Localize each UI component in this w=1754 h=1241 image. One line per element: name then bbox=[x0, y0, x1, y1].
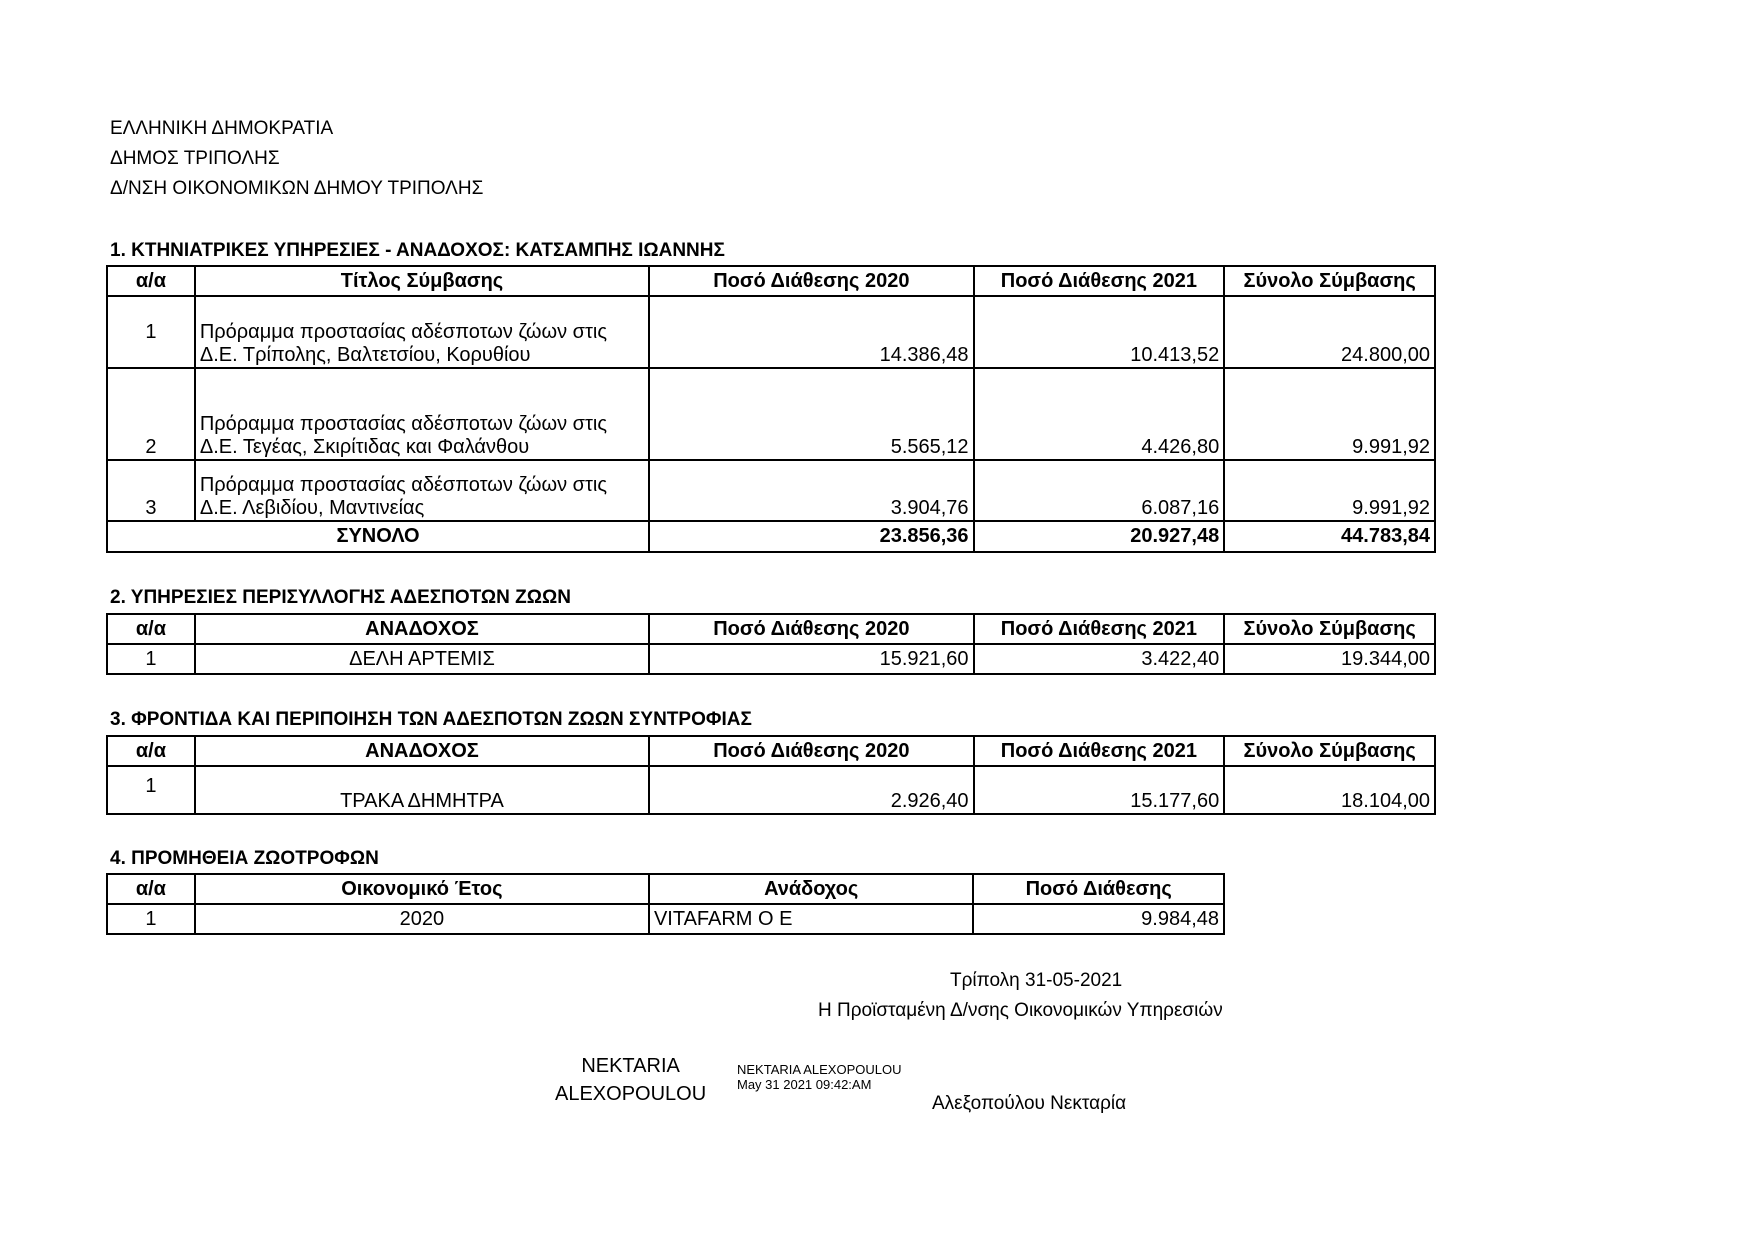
contract-title bbox=[195, 460, 649, 521]
col-header: Ποσό Διάθεσης 2021 bbox=[974, 736, 1225, 766]
digital-signature bbox=[555, 1052, 706, 1108]
total-sum: 44.783,84 bbox=[1224, 521, 1435, 552]
col-header: Οικονομικό Έτος bbox=[195, 874, 649, 904]
total-row bbox=[107, 521, 1435, 552]
col-header: Σύνολο Σύμβασης bbox=[1224, 266, 1435, 296]
contractor: ΤΡΑΚΑ ΔΗΜΗΤΡΑ bbox=[195, 766, 649, 814]
place-date: Τρίπολη 31-05-2021 bbox=[950, 970, 1123, 991]
table-row bbox=[107, 766, 1435, 814]
col-header: Ποσό Διάθεσης 2020 bbox=[649, 736, 973, 766]
table-row bbox=[107, 368, 1435, 460]
col-header: Ανάδοχος bbox=[649, 874, 973, 904]
contract-total: 19.344,00 bbox=[1224, 644, 1435, 674]
contract-title-line: Πρόραμμα προστασίας αδέσποτων ζώων στις bbox=[199, 321, 607, 343]
fiscal-year: 2020 bbox=[195, 904, 649, 934]
table-header-row bbox=[107, 736, 1435, 766]
col-header: Σύνολο Σύμβασης bbox=[1224, 614, 1435, 644]
contract-total: 9.991,92 bbox=[1224, 368, 1435, 460]
section1-title: 1. ΚΤΗΝΙΑΤΡΙΚΕΣ ΥΠΗΡΕΣΙΕΣ - ΑΝΑΔΟΧΟΣ: ΚΑΤΣΑΜΠΗΣ ΙΩΑΝΝΗΣ bbox=[110, 240, 725, 261]
col-header: α/α bbox=[107, 266, 195, 296]
signature-name-line: NEKTARIA bbox=[581, 1055, 680, 1077]
total-label: ΣΥΝΟΛΟ bbox=[107, 521, 649, 552]
col-header: Ποσό Διάθεσης 2020 bbox=[649, 266, 973, 296]
signature-details bbox=[737, 1062, 901, 1092]
signatory-role: Η Προϊσταμένη Δ/νσης Οικονομικών Υπηρεσιών bbox=[818, 1000, 1223, 1021]
amount-2020: 5.565,12 bbox=[649, 368, 973, 460]
contract-title-line: Πρόραμμα προστασίας αδέσποτων ζώων στις bbox=[199, 474, 607, 496]
contract-title-line: Δ.Ε. Τρίπολης, Βαλτετσίου, Κορυθίου bbox=[199, 344, 531, 366]
col-header: ΑΝΑΔΟΧΟΣ bbox=[195, 736, 649, 766]
col-header: Ποσό Διάθεσης bbox=[973, 874, 1224, 904]
section2-title: 2. ΥΠΗΡΕΣΙΕΣ ΠΕΡΙΣΥΛΛΟΓΗΣ ΑΔΕΣΠΟΤΩΝ ΖΩΩΝ bbox=[110, 587, 571, 608]
row-number: 3 bbox=[107, 460, 195, 521]
col-header: Σύνολο Σύμβασης bbox=[1224, 736, 1435, 766]
amount: 9.984,48 bbox=[973, 904, 1224, 934]
amount-2021: 3.422,40 bbox=[974, 644, 1225, 674]
header-line-2: ΔΗΜΟΣ ΤΡΙΠΟΛΗΣ bbox=[110, 148, 280, 169]
amount-2020: 14.386,48 bbox=[649, 296, 973, 368]
signatory-name: Αλεξοπούλου Νεκταρία bbox=[932, 1093, 1127, 1114]
amount-2021: 15.177,60 bbox=[974, 766, 1225, 814]
table-row bbox=[107, 904, 1224, 934]
contract-title-line: Δ.Ε. Λεβιδίου, Μαντινείας bbox=[199, 497, 425, 519]
table-row bbox=[107, 644, 1435, 674]
contractor: ΔΕΛΗ ΑΡΤΕΜΙΣ bbox=[195, 644, 649, 674]
row-number: 1 bbox=[107, 766, 195, 814]
total-2020: 23.856,36 bbox=[649, 521, 973, 552]
col-header: Τίτλος Σύμβασης bbox=[195, 266, 649, 296]
row-number: 1 bbox=[107, 296, 195, 368]
section1-table bbox=[106, 265, 1436, 553]
signature-name-line: ALEXOPOULOU bbox=[555, 1083, 707, 1105]
col-header: α/α bbox=[107, 614, 195, 644]
col-header: α/α bbox=[107, 874, 195, 904]
contract-title-line: Πρόραμμα προστασίας αδέσποτων ζώων στις bbox=[199, 413, 607, 435]
section3-title: 3. ΦΡΟΝΤΙΔΑ ΚΑΙ ΠΕΡΙΠΟΙΗΣΗ ΤΩΝ ΑΔΕΣΠΟΤΩΝ ΖΩΩΝ ΣΥΝΤΡΟΦΙΑΣ bbox=[110, 709, 752, 730]
table-row bbox=[107, 296, 1435, 368]
contract-total: 24.800,00 bbox=[1224, 296, 1435, 368]
col-header: Ποσό Διάθεσης 2021 bbox=[974, 614, 1225, 644]
row-number: 1 bbox=[107, 644, 195, 674]
table-header-row bbox=[107, 266, 1435, 296]
contract-title-line: Δ.Ε. Τεγέας, Σκιρίτιδας και Φαλάνθου bbox=[199, 436, 530, 458]
amount-2021: 6.087,16 bbox=[974, 460, 1225, 521]
row-number: 1 bbox=[107, 904, 195, 934]
signature-signer: NEKTARIA ALEXOPOULOU bbox=[737, 1062, 902, 1077]
amount-2021: 4.426,80 bbox=[974, 368, 1225, 460]
contractor: VITAFARM O E bbox=[649, 904, 973, 934]
contract-title bbox=[195, 368, 649, 460]
contract-total: 18.104,00 bbox=[1224, 766, 1435, 814]
amount-2020: 15.921,60 bbox=[649, 644, 973, 674]
section3-table bbox=[106, 735, 1436, 815]
amount-2021: 10.413,52 bbox=[974, 296, 1225, 368]
amount-2020: 3.904,76 bbox=[649, 460, 973, 521]
row-number: 2 bbox=[107, 368, 195, 460]
col-header: α/α bbox=[107, 736, 195, 766]
col-header: Ποσό Διάθεσης 2021 bbox=[974, 266, 1225, 296]
table-row bbox=[107, 460, 1435, 521]
contract-total: 9.991,92 bbox=[1224, 460, 1435, 521]
total-2021: 20.927,48 bbox=[974, 521, 1225, 552]
table-header-row bbox=[107, 874, 1224, 904]
header-line-1: ΕΛΛΗΝΙΚΗ ΔΗΜΟΚΡΑΤΙΑ bbox=[110, 118, 334, 139]
section4-title: 4. ΠΡΟΜΗΘΕΙΑ ΖΩΟΤΡΟΦΩΝ bbox=[110, 848, 379, 869]
col-header: ΑΝΑΔΟΧΟΣ bbox=[195, 614, 649, 644]
section2-table bbox=[106, 613, 1436, 675]
section4-table bbox=[106, 873, 1225, 935]
header-line-3: Δ/ΝΣΗ ΟΙΚΟΝΟΜΙΚΩΝ ΔΗΜΟΥ ΤΡΙΠΟΛΗΣ bbox=[110, 178, 484, 199]
col-header: Ποσό Διάθεσης 2020 bbox=[649, 614, 973, 644]
amount-2020: 2.926,40 bbox=[649, 766, 973, 814]
contract-title bbox=[195, 296, 649, 368]
table-header-row bbox=[107, 614, 1435, 644]
signature-timestamp: May 31 2021 09:42:AM bbox=[737, 1077, 872, 1092]
